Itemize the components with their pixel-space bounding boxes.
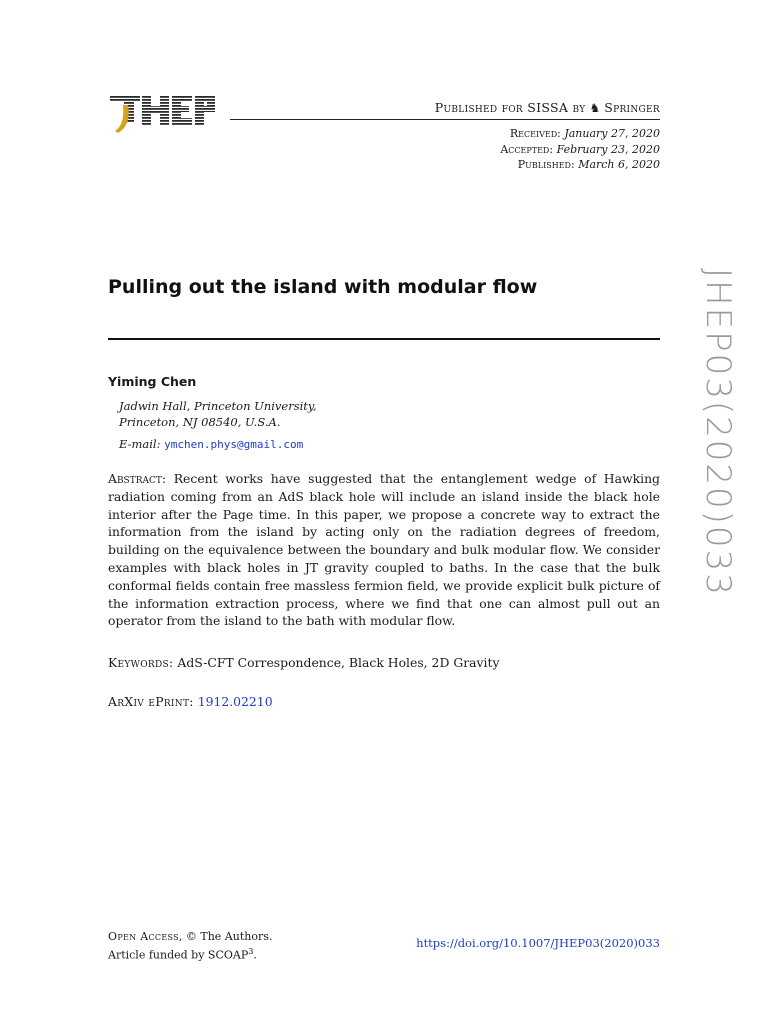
- open-access-line: [108, 929, 272, 944]
- keywords-text: AdS-CFT Correspondence, Black Holes, 2D Gravity: [177, 655, 500, 670]
- side-stamp: [690, 268, 740, 597]
- email-link[interactable]: ymchen.phys@gmail.com: [164, 438, 304, 451]
- accepted-date: February 23, 2020: [556, 142, 660, 156]
- author-affiliation: [119, 398, 317, 430]
- journal-logo: [106, 93, 218, 135]
- received-row: [500, 126, 660, 142]
- copyright-text: , © The Authors.: [178, 930, 273, 943]
- received-label: Received:: [509, 127, 561, 140]
- keywords-label: Keywords:: [108, 655, 174, 670]
- publisher-name: Springer: [604, 100, 660, 115]
- funding-text: Article funded by SCOAP: [108, 948, 249, 962]
- accepted-row: [500, 142, 660, 158]
- funding-end: .: [253, 948, 257, 962]
- publication-dates: [500, 126, 660, 173]
- jhep-logo-icon: [106, 93, 218, 135]
- publisher-prefix: Published for SISSA by: [434, 100, 586, 115]
- publisher-line: [230, 100, 660, 120]
- abstract: [108, 470, 660, 630]
- received-date: January 27, 2020: [564, 127, 660, 140]
- author-email: [119, 437, 303, 451]
- abstract-text: Recent works have suggested that the entanglement wedge of Hawking radiation coming from an AdS black hole will include an island inside the black hole interior after the Page time. In this paper, we propose a concrete way to extract the information from the island by acting only on the radiation degrees of freedom, building on the equivalence between the boundary and bulk modular flow. We consider examples with black holes in JT gravity coupled to baths. In the case that the bulk conformal fields contain free massless fermion field, we provide explicit bulk picture of the information extraction process, where we find that one can almost pull out an operator from the island to the bath with modular flow.: [108, 471, 660, 629]
- funding-sup: 3: [248, 947, 254, 956]
- published-label: Published:: [517, 158, 575, 171]
- author-name: Yiming Chen: [108, 374, 197, 389]
- funding-line: [108, 944, 272, 963]
- arxiv-label: ArXiv ePrint:: [108, 694, 194, 709]
- side-stamp-text: JHEP03(2020)033: [698, 268, 738, 597]
- abstract-label: Abstract:: [108, 471, 167, 486]
- arxiv-link[interactable]: 1912.02210: [197, 694, 273, 709]
- affiliation-line-2: Princeton, NJ 08540, U.S.A.: [119, 415, 281, 429]
- accepted-label: Accepted:: [500, 142, 554, 156]
- title-divider: [108, 338, 660, 340]
- published-row: [500, 157, 660, 173]
- keywords: [108, 655, 499, 670]
- email-label: E-mail:: [119, 437, 161, 451]
- affiliation-line-1: Jadwin Hall, Princeton University,: [119, 399, 317, 413]
- springer-horse-icon: ♞: [589, 101, 601, 115]
- doi: [416, 936, 660, 950]
- paper-title: Pulling out the island with modular flow: [108, 276, 538, 298]
- doi-link[interactable]: https://doi.org/10.1007/JHEP03(2020)033: [416, 936, 660, 950]
- arxiv-eprint: [108, 694, 273, 709]
- footer-license: [108, 929, 272, 963]
- open-access-label: Open Access: [108, 930, 179, 943]
- published-date: March 6, 2020: [578, 158, 660, 171]
